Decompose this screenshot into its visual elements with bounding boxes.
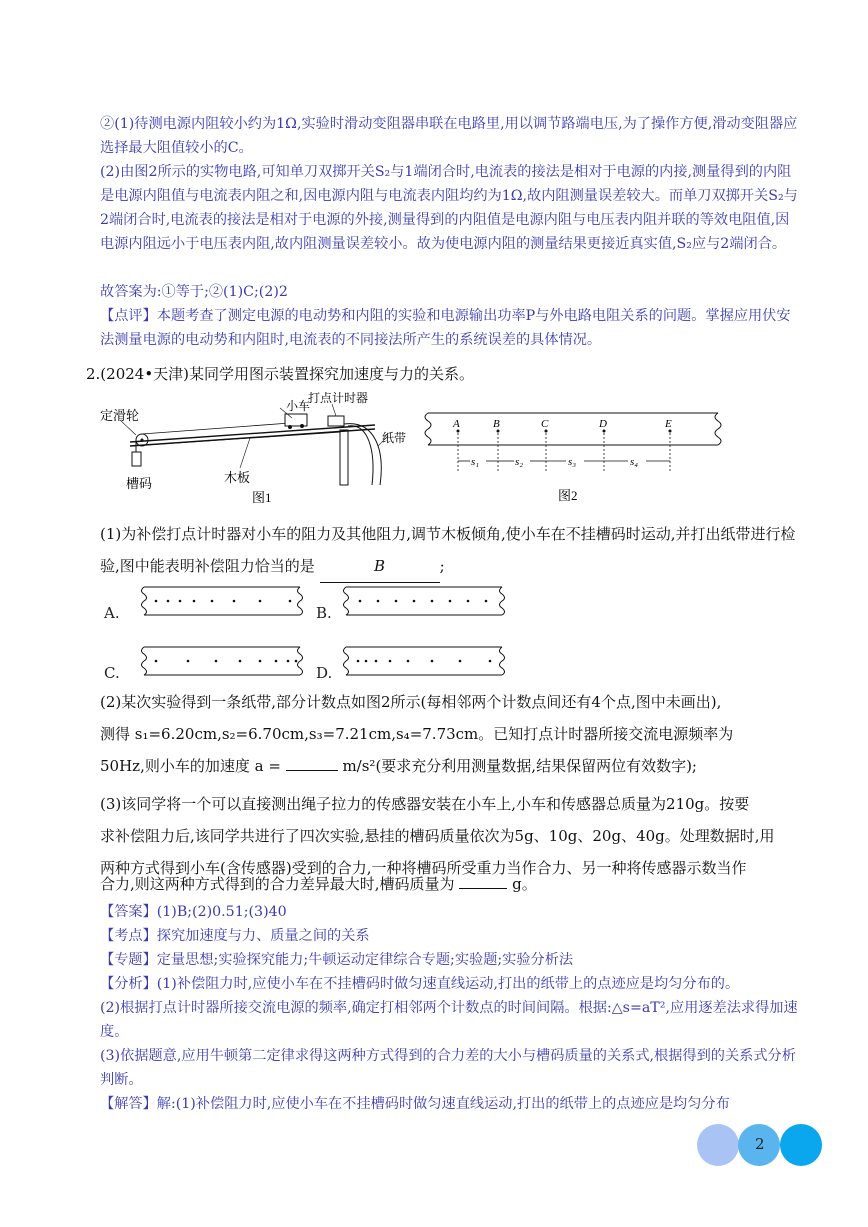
- solution-part-2-circuit: (2)由图2所示的实物电路,可知单刀双掷开关S₂与1端闭合时,电流表的接法是相对于电源的内接,测量得到的内阻是电源内阻值与电流表内阻之和,因电源内阻与电流表内阻均约为1Ω,故内阻测量误差较大。而单刀双掷开关S₂与2端闭合时,电流表的接法是相对于电源的外接,测量得到的内阻值是电源内阻与电压表内阻并联的等效电阻值,因电源内阻远小于电压表内阻,故内阻测量误差较小。故为使电源内阻的测量结果更接近真实值,S₂应与2端闭合。: [100, 164, 798, 252]
- topic: 【专题】定量思想;实验探究能力;牛顿运动定律综合专题;实验题;实验分析法: [100, 952, 574, 968]
- knowledge-point: 【考点】探究加速度与力、质量之间的关系: [100, 928, 370, 944]
- review-note: 【点评】本题考查了测定电源的电动势和内阻的实验和电源输出功率P与外电路电阻关系的问题。掌握应用伏安法测量电源的电动势和内阻时,电流表的不同接法所产生的系统误差的具体情况。: [100, 308, 791, 348]
- answer-key: 【答案】(1)B;(2)0.51;(3)40: [100, 904, 287, 920]
- option-a-tape: [136, 585, 306, 617]
- question-2-line-3: [100, 750, 800, 782]
- question-3-text-post: g。: [512, 875, 537, 893]
- figure-2-tape: [418, 405, 728, 505]
- analysis-1: 【分析】(1)补偿阻力时,应使小车在不挂槽码时做匀速直线运动,打出的纸带上的点迹应是均匀分布的。: [100, 976, 740, 992]
- fig2-caption: 图2: [558, 488, 578, 503]
- fig2-point-a: A: [453, 418, 460, 430]
- question-3-answer-blank: [459, 888, 507, 889]
- fig2-seg-s3: s₃: [568, 456, 577, 468]
- question-1-answer-blank: [320, 550, 440, 583]
- page-decor-circle-3: [780, 1124, 822, 1166]
- question-heading: 2.(2024•天津)某同学用图示装置探究加速度与力的关系。: [86, 365, 475, 383]
- analysis-2: (2)根据打点计时器所接交流电源的频率,确定打相邻两个计数点的时间间隔。根据:△s=aT²,应用逐差法求得加速度。: [100, 1000, 798, 1040]
- fig2-seg-s1: s₁: [471, 456, 480, 468]
- question-3-line-4: [100, 868, 800, 900]
- question-3-text-pre: 合力,则这两种方式得到的合力差异最大时,槽码质量为: [100, 875, 455, 893]
- fig1-label-timer: 打点计时器: [308, 391, 369, 405]
- question-3-line-3: 两种方式得到小车(含传感器)受到的合力,一种将槽码所受重力当作合力、另一种将传感器示数当作: [100, 859, 747, 877]
- analysis-3: (3)依据题意,应用牛顿第二定律求得这两种方式得到的合力差的大小与槽码质量的关系式,根据得到的关系式分析判断。: [100, 1048, 796, 1088]
- fig2-seg-s4: s₄: [630, 456, 639, 468]
- fig1-label-board: 木板: [224, 470, 251, 485]
- option-c-label: C.: [104, 664, 120, 682]
- page-number: 2: [755, 1135, 765, 1153]
- question-2-text-pre: 50Hz,则小车的加速度 a =: [100, 757, 281, 775]
- solution-start: 【解答】解:(1)补偿阻力时,应使小车在不挂槽码时做匀速直线运动,打出的纸带上的点迹应是均匀分布: [100, 1096, 730, 1112]
- option-c-tape: [136, 645, 306, 677]
- option-b-tape: [338, 585, 508, 617]
- answer-line: 故答案为:①等于;②(1)C;(2)2: [100, 284, 288, 300]
- question-3-line-1: (3)该同学将一个可以直接测出绳子拉力的传感器安装在小车上,小车和传感器总质量为210g。按要: [100, 795, 750, 813]
- question-1: (1)为补偿打点计时器对小车的阻力及其他阻力,调节木板倾角,使小车在不挂槽码时运动,并打出纸带进行检验,图中能表明补偿阻力恰当的是 B ;: [100, 518, 800, 583]
- page-decor-circle-1: [697, 1124, 739, 1166]
- solution-part-2: ②(1)待测电源内阻较小约为1Ω,实验时滑动变阻器串联在电路里,用以调节路端电压,为了操作方便,滑动变阻器应选择最大阻值较小的C。: [100, 116, 798, 156]
- fig2-point-c: C: [541, 418, 549, 430]
- fig1-label-weight: 槽码: [126, 476, 153, 491]
- option-a-label: A.: [104, 604, 120, 622]
- fig1-label-cart: 小车: [286, 399, 311, 413]
- question-2-line-2: 测得 s₁=6.20cm,s₂=6.70cm,s₃=7.21cm,s₄=7.73cm。已知打点计时器所接交流电源频率为: [100, 725, 734, 743]
- question-2-line-1: (2)某次实验得到一条纸带,部分计数点如图2所示(每相邻两个计数点间还有4个点,图中未画出),: [100, 693, 722, 711]
- question-2-answer-blank: [286, 770, 338, 771]
- question-1-text: (1)为补偿打点计时器对小车的阻力及其他阻力,调节木板倾角,使小车在不挂槽码时运动,并打出纸带进行检验,图中能表明补偿阻力恰当的是: [100, 525, 796, 575]
- option-b-label: B.: [316, 604, 332, 622]
- fig1-label-pulley: 定滑轮: [100, 408, 140, 423]
- question-1-answer: B: [374, 557, 386, 575]
- fig2-point-d: D: [599, 418, 607, 430]
- option-d-label: D.: [316, 664, 333, 682]
- option-d-tape: [338, 645, 508, 677]
- fig1-label-tape: 纸带: [382, 431, 407, 445]
- fig2-point-b: B: [493, 418, 500, 430]
- figure-1-apparatus: [100, 390, 407, 510]
- fig2-seg-s2: s₂: [515, 456, 524, 468]
- question-2-text-post: m/s²(要求充分利用测量数据,结果保留两位有效数字);: [342, 757, 697, 775]
- fig2-point-e: E: [665, 418, 672, 430]
- question-3-line-2: 求补偿阻力后,该同学共进行了四次实验,悬挂的槽码质量依次为5g、10g、20g、40g。处理数据时,用: [100, 827, 775, 845]
- fig1-caption: 图1: [252, 490, 272, 505]
